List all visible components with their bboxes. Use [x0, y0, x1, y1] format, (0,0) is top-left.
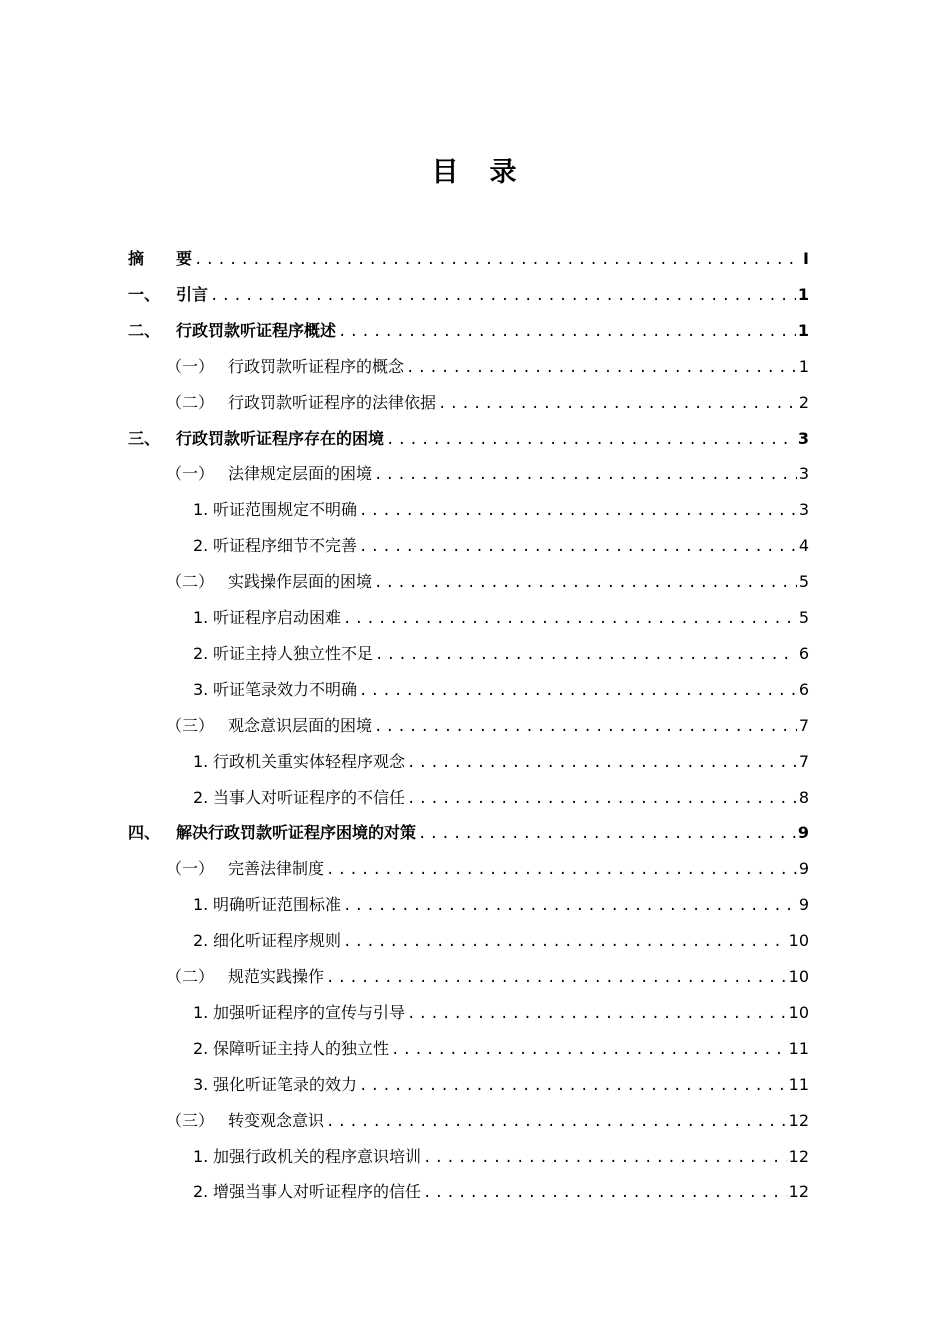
toc-entry-page: 12 — [788, 1182, 809, 1202]
toc-entry-number: 一、 — [128, 284, 161, 304]
toc-entry[interactable] — [166, 355, 809, 379]
toc-leader-dots — [338, 320, 796, 344]
toc-entry[interactable] — [193, 786, 809, 810]
toc-entry-number: （二） — [166, 967, 215, 986]
toc-entry-number: （一） — [166, 859, 215, 879]
toc-leader-dots — [326, 1110, 787, 1134]
toc-entry[interactable] — [193, 642, 809, 666]
toc-entry-title: 要 — [176, 249, 193, 268]
toc-entry-page: 1 — [798, 356, 809, 376]
toc-entry-page: 10 — [788, 1002, 809, 1022]
toc-leader-dots — [423, 1146, 787, 1170]
toc-leader-dots — [326, 858, 797, 882]
toc-entry[interactable] — [166, 1109, 809, 1133]
toc-leader-dots — [407, 751, 797, 775]
toc-entry-title: 行政罚款听证程序概述 — [176, 320, 337, 340]
toc-entry-page: 1 — [797, 284, 809, 304]
toc-entry-title: 引言 — [176, 284, 209, 304]
toc-entry[interactable] — [193, 678, 809, 702]
toc-entry[interactable] — [193, 498, 809, 522]
toc-leader-dots — [418, 822, 796, 846]
toc-entry-title: 保障听证主持人的独立性 — [213, 1038, 390, 1058]
toc-entry-page: 9 — [797, 823, 809, 843]
toc-entry-number: 摘 — [128, 249, 161, 268]
toc-entry-page: 9 — [798, 859, 809, 879]
toc-entry-page: 6 — [798, 643, 809, 663]
toc-entry-number: 2. — [193, 931, 209, 951]
toc-entry-page: I — [803, 249, 809, 268]
toc-entry[interactable] — [166, 965, 809, 989]
toc-entry-number: （二） — [166, 392, 215, 412]
toc-entry-title: 行政机关重实体轻程序观念 — [213, 751, 406, 771]
toc-leader-dots — [374, 463, 797, 487]
toc-entry-number: （三） — [166, 715, 215, 735]
toc-entry-title: 听证程序细节不完善 — [213, 536, 358, 556]
toc-entry-title: 听证主持人独立性不足 — [213, 643, 374, 663]
toc-leader-dots — [326, 966, 787, 990]
toc-entry-page: 4 — [798, 536, 809, 556]
toc-entry[interactable] — [193, 1001, 809, 1025]
toc-entry-page: 8 — [798, 787, 809, 807]
toc-entry-title: 行政罚款听证程序的概念 — [228, 356, 405, 376]
toc-leader-dots — [359, 679, 797, 703]
toc-entry[interactable] — [128, 821, 809, 845]
toc-leader-dots — [407, 787, 797, 811]
toc-entry-title: 加强行政机关的程序意识培训 — [213, 1146, 422, 1166]
toc-entry-page: 9 — [798, 895, 809, 915]
toc-entry-title: 当事人对听证程序的不信任 — [213, 787, 406, 807]
toc-leader-dots — [359, 535, 797, 559]
page-title: 目 录 — [431, 157, 519, 188]
toc-entry-number: 1. — [193, 751, 209, 771]
toc-leader-dots — [343, 607, 797, 631]
toc-entry-title: 细化听证程序规则 — [213, 931, 342, 951]
toc-entry[interactable] — [166, 714, 809, 738]
toc-entry-title: 行政罚款听证程序存在的困境 — [176, 428, 385, 448]
toc-entry-title: 实践操作层面的困境 — [228, 572, 373, 592]
toc-leader-dots — [210, 284, 796, 308]
toc-entry-title: 加强听证程序的宣传与引导 — [213, 1002, 406, 1022]
toc-entry-number: 1. — [193, 1002, 209, 1022]
toc-entry[interactable] — [128, 319, 809, 343]
toc-leader-dots — [374, 715, 797, 739]
toc-entry-number: 2. — [193, 787, 209, 807]
toc-entry-number: 2. — [193, 1038, 209, 1058]
toc-leader-dots — [423, 1181, 787, 1205]
toc-entry-page: 3 — [798, 500, 809, 520]
toc-leader-dots — [359, 1074, 787, 1098]
toc-entry-title: 听证范围规定不明确 — [213, 500, 358, 520]
toc-entry[interactable] — [193, 1180, 809, 1204]
toc-entry[interactable] — [193, 1073, 809, 1097]
toc-leader-dots — [386, 428, 796, 452]
toc-entry[interactable] — [193, 893, 809, 917]
toc-entry-number: 1. — [193, 500, 209, 520]
toc-entry[interactable] — [166, 857, 809, 881]
toc-entry-title: 明确听证范围标准 — [213, 895, 342, 915]
toc-entry-title: 听证程序启动困难 — [213, 608, 342, 627]
toc-entry-page: 11 — [788, 1038, 809, 1058]
toc-entry[interactable] — [193, 750, 809, 774]
toc-leader-dots — [343, 930, 787, 954]
toc-entry-page: 12 — [788, 1146, 809, 1166]
toc-entry-title: 增强当事人对听证程序的信任 — [213, 1182, 422, 1202]
toc-entry[interactable] — [128, 427, 809, 451]
toc-entry-title: 听证笔录效力不明确 — [213, 679, 358, 699]
toc-leader-dots — [359, 499, 797, 523]
toc-entry-page: 10 — [788, 967, 809, 986]
toc-entry[interactable] — [193, 1037, 809, 1061]
toc-entry-title: 解决行政罚款听证程序困境的对策 — [176, 823, 417, 843]
toc-entry-page: 11 — [788, 1074, 809, 1094]
toc-entry-page: 3 — [797, 428, 809, 448]
toc-entry-title: 强化听证笔录的效力 — [213, 1074, 358, 1094]
toc-entry-page: 3 — [798, 464, 809, 484]
toc-entry-title: 行政罚款听证程序的法律依据 — [228, 392, 437, 412]
toc-leader-dots — [375, 643, 797, 667]
toc-leader-dots — [391, 1038, 787, 1062]
toc-entry-number: （二） — [166, 572, 215, 592]
toc-entry-page: 12 — [788, 1110, 809, 1130]
toc-entry-title: 转变观念意识 — [228, 1110, 325, 1130]
toc-entry-number: 2. — [193, 643, 209, 663]
toc-entry[interactable] — [193, 606, 809, 630]
toc-entry[interactable] — [193, 1145, 809, 1169]
toc-entry[interactable] — [166, 570, 809, 594]
toc-entry[interactable] — [166, 462, 809, 486]
toc-entry[interactable] — [193, 534, 809, 558]
toc-entry-number: （一） — [166, 464, 215, 484]
toc-leader-dots — [374, 571, 797, 595]
toc-leader-dots — [438, 392, 797, 416]
toc-entry-number: 2. — [193, 536, 209, 556]
toc-leader-dots — [194, 248, 798, 272]
toc-entry-page: 7 — [798, 715, 809, 735]
toc-entry-title: 观念意识层面的困境 — [228, 715, 373, 735]
toc-entry-number: （三） — [166, 1110, 215, 1130]
toc-entry-page: 1 — [797, 320, 809, 340]
toc-entry-page: 5 — [798, 608, 809, 627]
toc-entry-page: 7 — [798, 751, 809, 771]
toc-leader-dots — [407, 1002, 787, 1026]
toc-entry[interactable] — [128, 283, 809, 307]
toc-entry-number: 二、 — [128, 320, 161, 340]
toc-entry-number: 1. — [193, 608, 209, 627]
toc-entry-title: 规范实践操作 — [228, 967, 325, 986]
toc-entry-number: 3. — [193, 1074, 209, 1094]
toc-leader-dots — [406, 356, 797, 380]
toc-entry-number: 三、 — [128, 428, 161, 448]
toc-entry-number: 1. — [193, 895, 209, 915]
toc-entry-page: 5 — [798, 572, 809, 592]
toc-entry[interactable] — [128, 247, 809, 271]
toc-entry-page: 6 — [798, 679, 809, 699]
toc-entry-number: 四、 — [128, 823, 161, 843]
toc-entry-title: 完善法律制度 — [228, 859, 325, 879]
toc-entry[interactable] — [166, 391, 809, 415]
toc-entry-number: 3. — [193, 679, 209, 699]
toc-leader-dots — [343, 894, 797, 918]
toc-entry-number: 1. — [193, 1146, 209, 1166]
toc-entry-page: 10 — [788, 931, 809, 951]
toc-entry-number: 2. — [193, 1182, 209, 1202]
toc-entry-page: 2 — [798, 392, 809, 412]
toc-entry-number: （一） — [166, 356, 215, 376]
toc-entry-title: 法律规定层面的困境 — [228, 464, 373, 484]
toc-entry[interactable] — [193, 929, 809, 953]
